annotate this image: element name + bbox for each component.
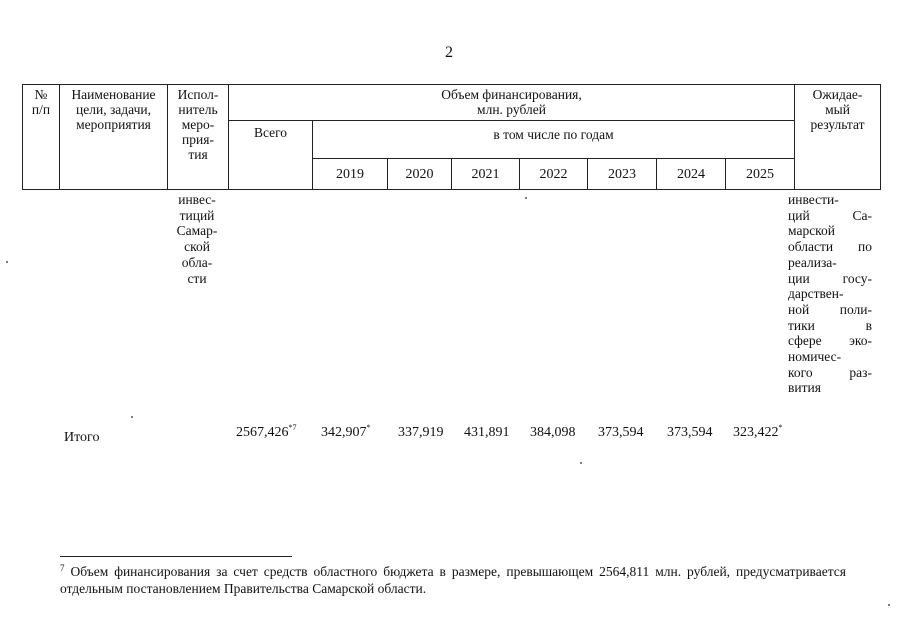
footnote [60, 560, 846, 597]
scan-speck [525, 197, 527, 199]
header-funding: Объем финансирования, млн. рублей [229, 85, 795, 121]
header-executor: Испол- нитель меро- прия- тия [168, 85, 229, 190]
header-by-years: в том числе по годам [313, 121, 795, 159]
page-number: 2 [445, 44, 453, 61]
scan-speck [888, 604, 890, 606]
total-value-2020: 337,919 [398, 425, 444, 440]
total-value-2025: 323,422* [733, 423, 783, 440]
total-value-2019: 342,907* [321, 423, 371, 440]
header-result: Ожидае- мый результат [795, 85, 881, 190]
result-line: ной поли- [788, 301, 872, 317]
result-line: инвести- [788, 192, 839, 207]
result-line: вития [788, 380, 821, 396]
scan-speck [6, 261, 8, 263]
footnote-text: Объем финансирования за счет средств областного бюджета в размере, превышающем 2564,811 млн. рублей, предусматривается отдельным постановлением Правительства Самарской области. [60, 564, 846, 596]
result-line: марской [788, 223, 836, 239]
header-total: Всего [229, 121, 313, 190]
total-label: Итого [64, 430, 100, 445]
year-2020: 2020 [388, 159, 452, 190]
header-name: Наименование цели, задачи, мероприятия [60, 85, 168, 190]
result-line: ции госу- [788, 270, 872, 286]
year-2024: 2024 [657, 159, 726, 190]
total-value-2022: 384,098 [530, 425, 576, 440]
result-line: тики в [788, 317, 872, 333]
result-line: кого раз- [788, 364, 872, 380]
financing-table [22, 84, 881, 190]
year-2023: 2023 [588, 159, 657, 190]
year-2025: 2025 [726, 159, 795, 190]
result-line: дарствен- [788, 286, 844, 302]
scan-speck [580, 462, 582, 464]
total-value-2023: 373,594 [598, 425, 644, 440]
result-line: сфере эко- [788, 333, 872, 349]
year-2019: 2019 [313, 159, 388, 190]
header-num: № п/п [23, 85, 60, 190]
result-line: области по [788, 239, 872, 255]
year-2022: 2022 [520, 159, 588, 190]
result-continuation [788, 192, 872, 396]
executor-continuation: инвес- тиций Самар- ской обла- сти [176, 192, 218, 286]
result-line: номичес- [788, 349, 842, 365]
total-value-all: 2567,426$^{*7}$ [236, 423, 297, 440]
result-line: ций Са- [788, 207, 872, 223]
year-2021: 2021 [452, 159, 520, 190]
scan-speck [131, 416, 133, 418]
result-line: реализа- [788, 254, 837, 270]
footnote-number: 7 [60, 563, 65, 573]
total-value-2024: 373,594 [667, 425, 713, 440]
total-value-2021: 431,891 [464, 425, 510, 440]
footnote-separator [60, 556, 292, 557]
